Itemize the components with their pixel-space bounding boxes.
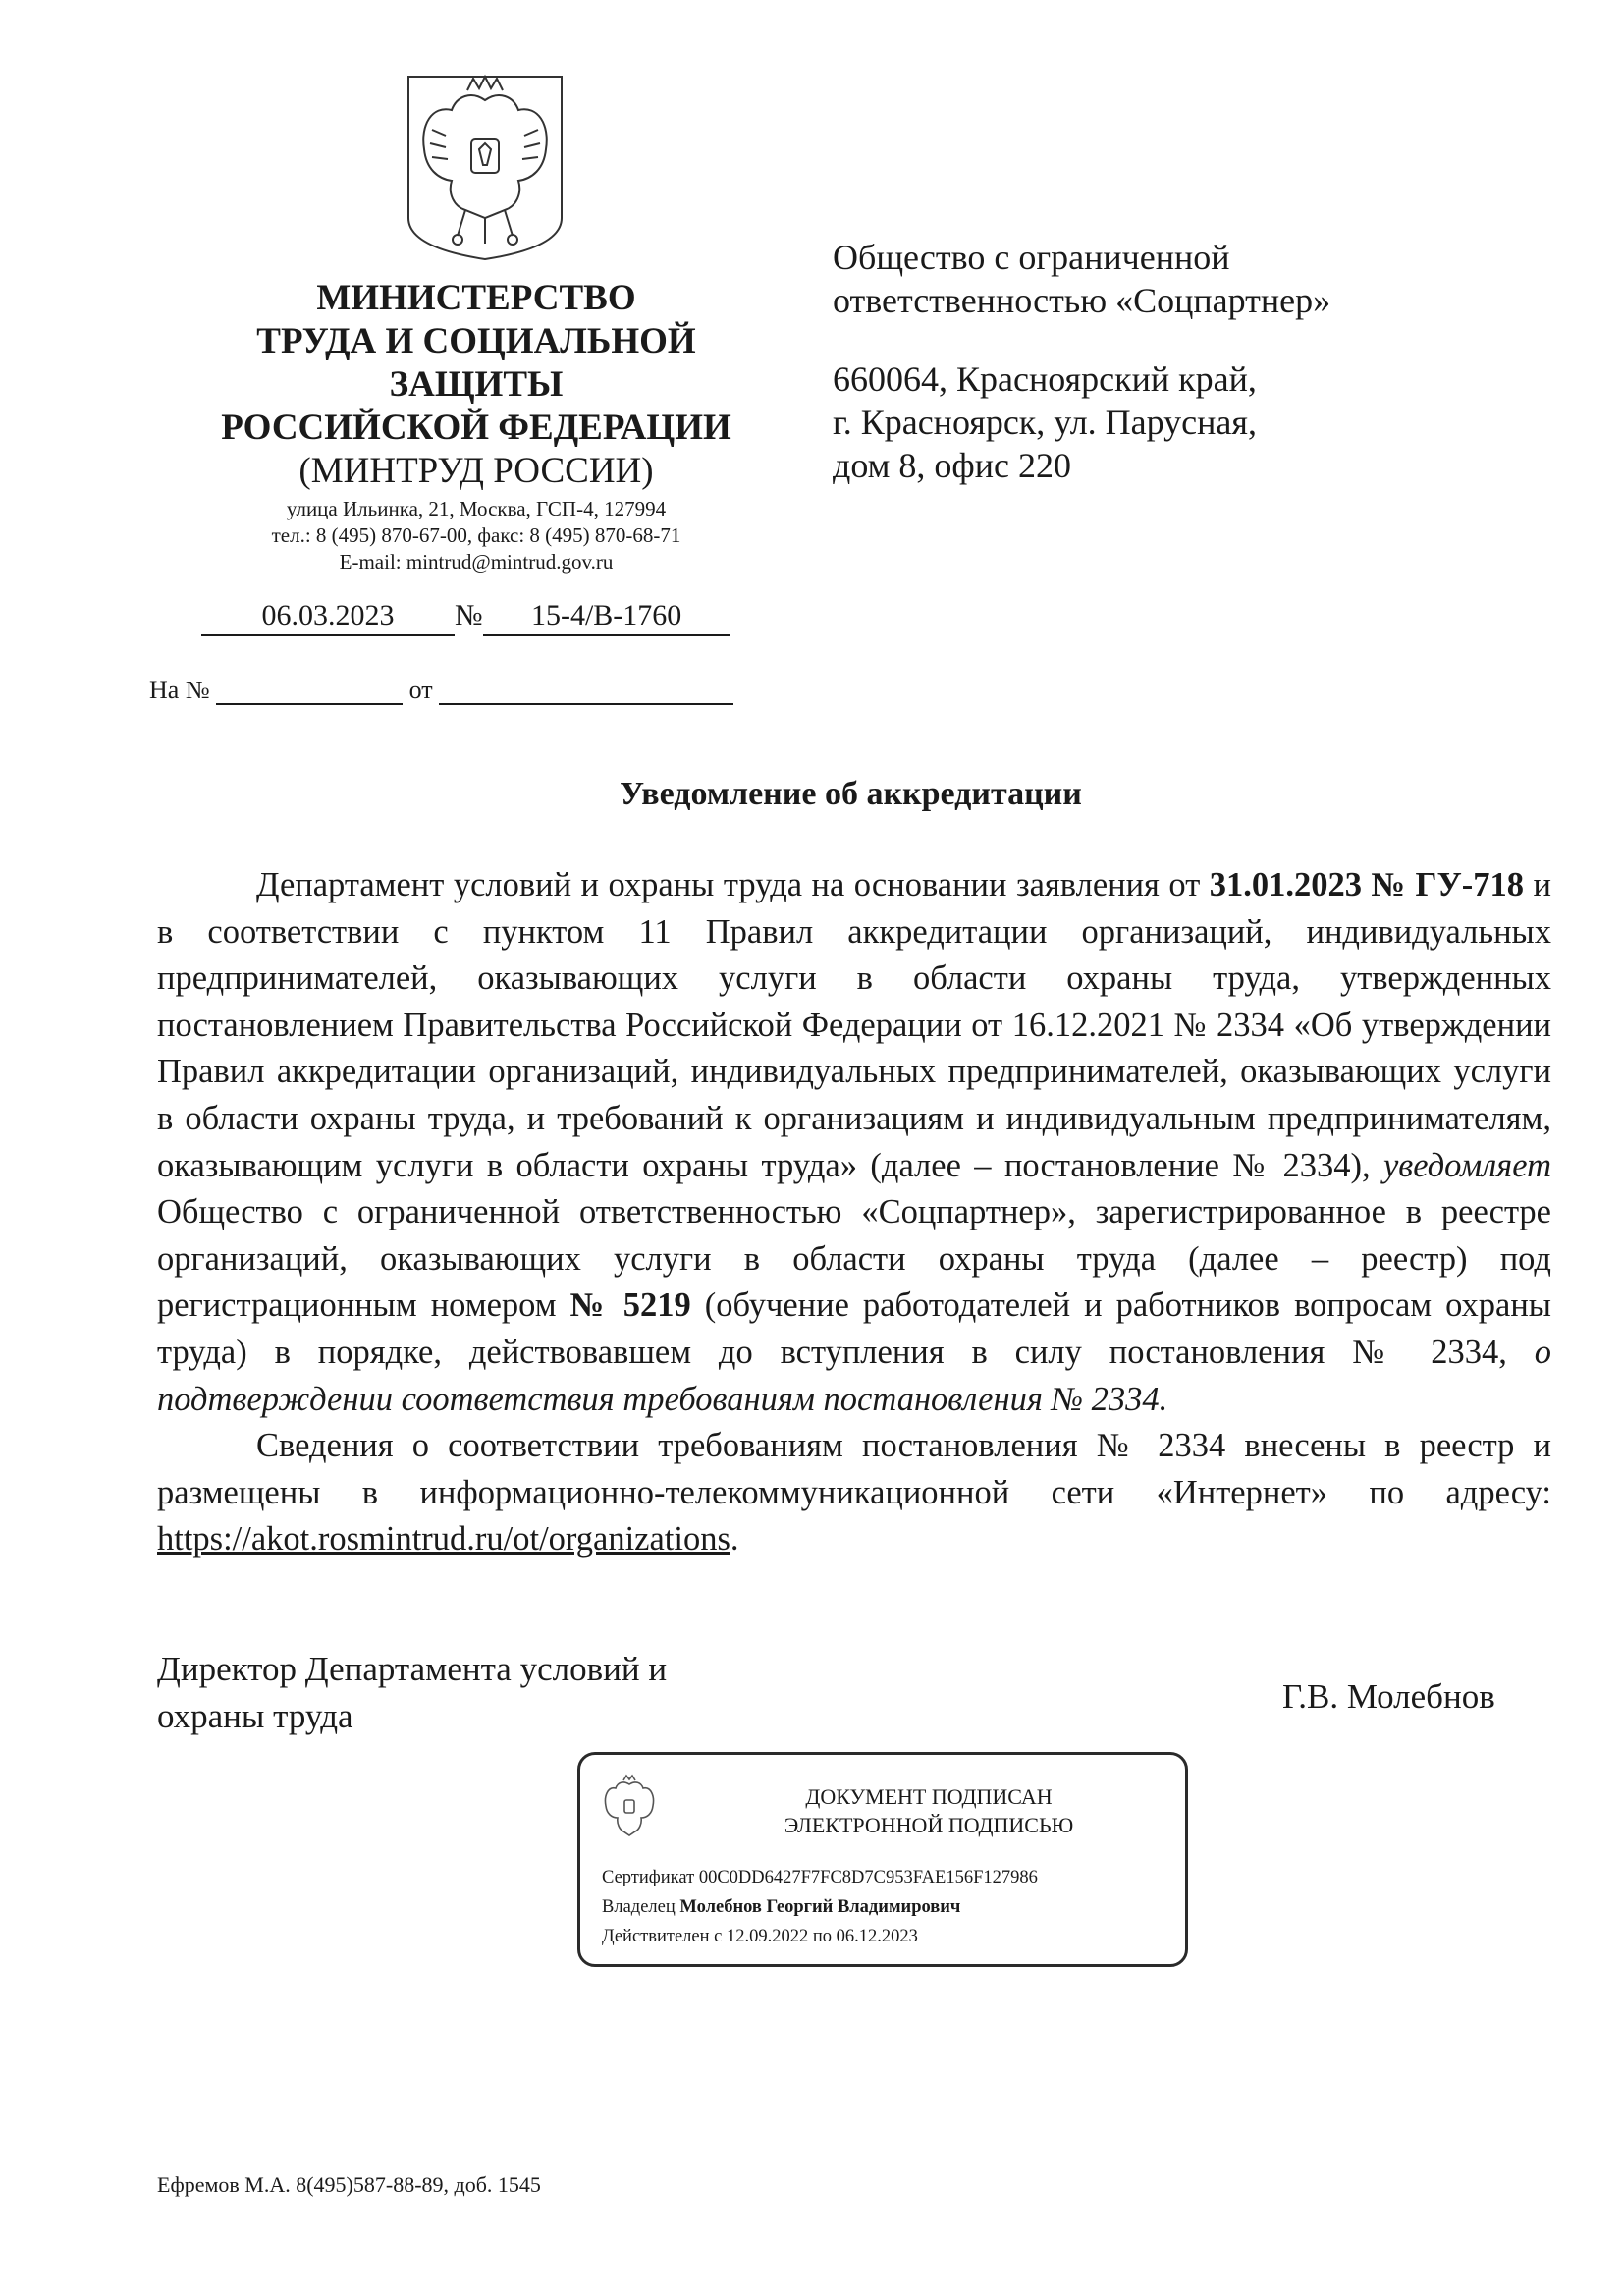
ministry-name-line: ТРУДА И СОЦИАЛЬНОЙ (256, 321, 696, 361)
body-emphasis: уведомляет (1382, 1146, 1551, 1184)
reply-to-label: На № (149, 676, 210, 704)
signer-position (157, 1646, 667, 1740)
body-paragraph-1 (157, 862, 1551, 1423)
reply-from-blank (439, 680, 733, 705)
cert-label: Сертификат (602, 1868, 695, 1887)
recipient-address-line: 660064, Красноярский край, (833, 359, 1257, 399)
stamp-header-line: ЭЛЕКТРОННОЙ ПОДПИСЬЮ (784, 1813, 1074, 1837)
valid-label: Действителен (602, 1927, 710, 1946)
stamp-emblem-icon (602, 1773, 657, 1843)
body-text: Сведения о соответствии требованиям постановления № 2334 внесены в реестр и размещены в информационно-телекоммуникационной сети «Интернет» по адресу: (157, 1427, 1551, 1511)
valid-to-label: по (812, 1927, 833, 1946)
signer-position-line: Директор Департамента условий и (157, 1650, 668, 1688)
owner-value: Молебнов Георгий Владимирович (679, 1897, 961, 1917)
registry-number: № 5219 (569, 1286, 691, 1325)
document-date-number (201, 599, 730, 636)
ministry-address: улица Ильинка, 21, Москва, ГСП-4, 127994 (286, 497, 667, 520)
stamp-validity (602, 1922, 1038, 1951)
reply-reference (149, 676, 733, 705)
cert-value: 00C0DD6427F7FC8D7C953FAE156F127986 (698, 1868, 1038, 1887)
recipient-address-line: г. Красноярск, ул. Парусная, (833, 403, 1257, 442)
body-text: и в соответствии с пунктом 11 Правил аккредитации организаций, индивидуальных предпринимателей, оказывающих услуги в области охраны труда, утвержденных постановлением Правительства Российской Федерации от 16.12.2021 № 2334 «Об утверждении Правил аккредитации организаций, индивидуальных предпринимателей, оказывающих услуги в области охраны труда, и требований к организациям и индивидуальным предпринимателям, оказывающим услуги в области охраны труда» (далее – постановление № 2334), (157, 866, 1551, 1184)
document-body (157, 862, 1551, 1563)
reply-from-label: от (408, 676, 433, 704)
body-text: Департамент условий и охраны труда на основании заявления от (256, 866, 1210, 903)
ministry-contacts (147, 496, 805, 575)
ministry-phones: тел.: 8 (495) 870-67-00, факс: 8 (495) 870-68-71 (271, 523, 681, 547)
owner-label: Владелец (602, 1897, 676, 1917)
document-date: 06.03.2023 (201, 599, 455, 636)
valid-from: 12.09.2022 (727, 1927, 809, 1946)
application-reference: 31.01.2023 № ГУ-718 (1209, 866, 1525, 903)
electronic-signature-stamp (577, 1752, 1188, 1967)
valid-from-label: с (714, 1927, 723, 1946)
stamp-certificate (602, 1863, 1038, 1892)
executor-contact: Ефремов М.А. 8(495)587-88-89, доб. 1545 (157, 2172, 541, 2197)
body-text: (обучение работодателей и работников вопросам охраны труда) в порядке, действовавшем до вступления в силу постановления № 2334, (157, 1286, 1551, 1371)
coat-of-arms-emblem (403, 71, 568, 263)
reply-to-blank (216, 680, 403, 705)
document-title: Уведомление об аккредитации (620, 776, 1082, 812)
recipient-line: Общество с ограниченной (833, 238, 1230, 277)
number-sign: № (455, 599, 483, 631)
stamp-header (688, 1782, 1169, 1839)
body-paragraph-2 (157, 1423, 1551, 1563)
valid-to: 06.12.2023 (836, 1927, 918, 1946)
ministry-email: E-mail: mintrud@mintrud.gov.ru (339, 550, 614, 574)
signer-name: Г.В. Молебнов (1282, 1677, 1495, 1716)
ministry-name-line: ЗАЩИТЫ (389, 364, 564, 405)
body-text: . (730, 1520, 739, 1558)
ministry-short-name: (МИНТРУД РОССИИ) (298, 451, 654, 491)
recipient-line: ответственностью «Соцпартнер» (833, 281, 1331, 320)
document-number: 15-4/В-1760 (483, 599, 730, 636)
recipient-block (833, 236, 1330, 487)
stamp-owner (602, 1892, 1038, 1922)
registry-link[interactable]: https://akot.rosmintrud.ru/ot/organizations (157, 1520, 730, 1558)
ministry-name-line: РОССИЙСКОЙ ФЕДЕРАЦИИ (221, 408, 731, 448)
body-text: Общество с ограниченной ответственностью «Соцпартнер», зарегистрированное в реестре организаций, оказывающих услуги в области охраны труда (далее – реестр) под регистрационным номером (157, 1193, 1551, 1325)
stamp-header-line: ДОКУМЕНТ ПОДПИСАН (805, 1784, 1053, 1809)
ministry-name (147, 277, 805, 450)
stamp-info (602, 1863, 1038, 1951)
recipient-address-line: дом 8, офис 220 (833, 446, 1071, 485)
ministry-name-line: МИНИСТЕРСТВО (316, 278, 636, 318)
signer-position-line: охраны труда (157, 1697, 353, 1735)
body-emphasis: о подтверждении соответствия требованиям постановления № 2334. (157, 1333, 1551, 1418)
